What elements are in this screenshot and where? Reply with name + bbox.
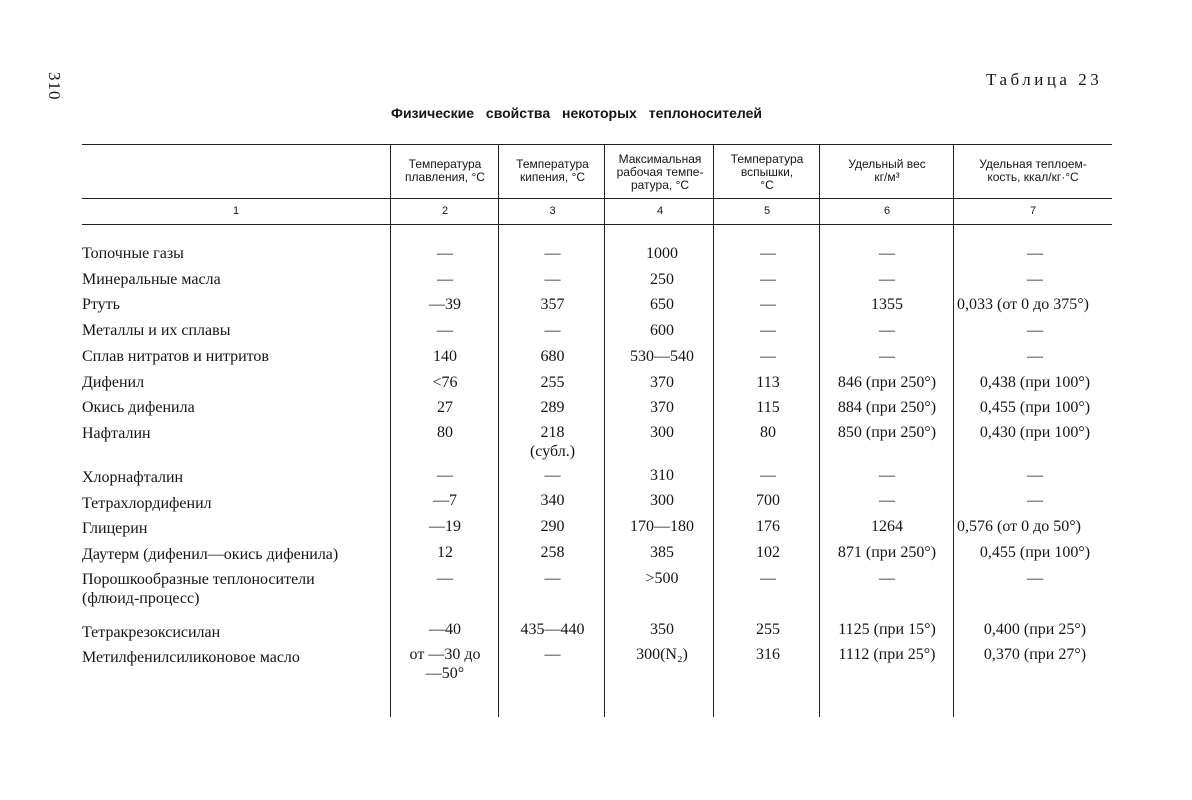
boiling-point-cell: 340 [540,492,565,509]
row-name: Нафталин [82,425,151,442]
column-header: Температура плавления, °С [405,157,485,184]
specific-weight-cell: 1112 (при 25°) [838,646,936,663]
heat-capacity-cell: 0,576 (от 0 до 50°) [957,518,1081,535]
column-number: 4 [656,205,664,217]
row-name: Сплав нитратов и нитритов [82,348,269,365]
max-temp-cell: 530—540 [630,348,694,365]
boiling-point-cell: — [544,322,561,339]
column-divider [819,144,820,717]
max-temp-cell: 600 [650,322,674,339]
heat-capacity-cell: — [1027,322,1043,339]
row-name: Окись дифенила [82,399,195,416]
max-temp-cell: 170—180 [630,518,694,535]
melting-point-cell: 140 [433,348,457,365]
table-top-rule [82,144,1112,145]
melting-point-cell: от —30 до —50° [409,646,481,682]
max-temp-cell: 300 [650,492,674,509]
specific-weight-cell: — [879,245,895,262]
column-header: Температура вспышки, °С [730,152,804,192]
heat-capacity-cell: 0,370 (при 27°) [983,646,1087,663]
heat-capacity-cell: 0,033 (от 0 до 375°) [957,296,1089,313]
melting-point-cell: —40 [429,621,461,638]
heat-capacity-cell: 0,438 (при 100°) [979,374,1091,391]
column-header: Удельная теплоем- кость, ккал/кг·°С [979,157,1087,184]
boiling-point-cell: 255 [540,374,565,391]
row-name: Порошкообразные теплоносители (флюид-процесс) [82,571,315,607]
column-header: Удельный вес кг/м³ [848,157,926,184]
specific-weight-cell: — [879,570,895,587]
column-header: Температура кипения, °С [516,157,589,184]
specific-weight-cell: — [879,271,895,288]
heat-capacity-cell: — [1027,348,1043,365]
heat-capacity-cell: — [1027,245,1043,262]
column-number: 7 [1029,205,1037,217]
column-number: 2 [441,205,449,217]
melting-point-cell: — [437,245,453,262]
melting-point-cell: 27 [437,399,453,416]
flash-point-cell: — [760,467,776,484]
heat-capacity-cell: — [1027,467,1043,484]
boiling-point-cell: 435—440 [520,621,585,638]
max-temp-cell: 300(N₂) [636,646,688,663]
heat-capacity-cell: — [1027,271,1043,288]
specific-weight-cell: 846 (при 250°) [837,374,937,391]
max-temp-cell: 350 [650,621,674,638]
table-label: Таблица 23 [986,70,1103,89]
boiling-point-cell: — [544,646,561,663]
specific-weight-cell: 1264 [871,518,903,535]
column-divider [390,144,391,717]
boiling-point-cell: — [544,271,561,288]
flash-point-cell: 113 [756,374,780,391]
flash-point-cell: — [760,245,776,262]
boiling-point-cell: 289 [540,399,565,416]
flash-point-cell: 176 [756,518,780,535]
melting-point-cell: <76 [432,374,458,391]
row-name: Хлорнафталин [82,469,184,486]
flash-point-cell: — [760,296,776,313]
row-name: Топочные газы [82,245,184,262]
header-bottom-rule [82,198,1112,199]
page-number: 310 [45,72,64,101]
specific-weight-cell: 1355 [871,296,903,313]
heat-capacity-cell: 0,430 (при 100°) [979,424,1091,441]
flash-point-cell: — [760,322,776,339]
flash-point-cell: 102 [756,544,780,561]
specific-weight-cell: — [879,348,895,365]
row-name: Глицерин [82,520,148,537]
column-divider [498,144,499,717]
flash-point-cell: 255 [756,621,780,638]
column-number-rule [82,224,1112,225]
column-divider [953,144,954,717]
row-name: Ртуть [82,296,120,313]
row-name: Металлы и их сплавы [82,322,231,339]
specific-weight-cell: — [879,467,895,484]
max-temp-cell: 650 [650,296,674,313]
row-name: Тетрахлордифенил [82,495,212,512]
column-number: 5 [763,205,771,217]
specific-weight-cell: 1125 (при 15°) [838,621,936,638]
boiling-point-cell: — [544,570,561,587]
flash-point-cell: 80 [760,424,776,441]
boiling-point-cell: 680 [540,348,565,365]
column-number: 3 [549,205,556,217]
flash-point-cell: — [760,271,776,288]
flash-point-cell: — [760,348,776,365]
boiling-point-cell: 357 [540,296,565,313]
specific-weight-cell: 871 (при 250°) [837,544,937,561]
specific-weight-cell: — [879,492,895,509]
heat-capacity-cell: — [1027,492,1043,509]
flash-point-cell: — [760,570,776,587]
melting-point-cell: 12 [437,544,453,561]
heat-capacity-cell: 0,455 (при 100°) [979,399,1091,416]
melting-point-cell: —39 [429,296,461,313]
flash-point-cell: 115 [756,399,780,416]
flash-point-cell: 700 [756,492,780,509]
heat-capacity-cell: 0,455 (при 100°) [979,544,1091,561]
specific-weight-cell: 850 (при 250°) [837,424,937,441]
max-temp-cell: 385 [650,544,674,561]
specific-weight-cell: 884 (при 250°) [837,399,937,416]
heat-capacity-cell: 0,400 (при 25°) [983,621,1087,638]
melting-point-cell: —19 [429,518,461,535]
max-temp-cell: 370 [650,399,674,416]
column-number: 1 [232,205,240,217]
melting-point-cell: 80 [437,424,453,441]
row-name: Метилфенилсиликоновое масло [82,649,300,666]
flash-point-cell: 316 [756,646,780,663]
melting-point-cell: — [437,467,453,484]
melting-point-cell: — [437,271,453,288]
table-title: Физические свойства некоторых теплоносителей [391,105,763,121]
melting-point-cell: —7 [433,492,457,509]
heat-capacity-cell: — [1027,570,1043,587]
boiling-point-cell: 258 [540,544,565,561]
row-name: Минеральные масла [82,271,221,288]
max-temp-cell: 370 [650,374,674,391]
max-temp-cell: 300 [650,424,674,441]
boiling-point-cell: — [544,245,561,262]
boiling-point-cell: — [544,467,561,484]
boiling-point-cell: 218 (субл.) [529,424,576,460]
column-number: 6 [883,205,891,217]
row-name: Тетракрезоксисилан [82,624,221,641]
column-header: Максимальная рабочая темпе- ратура, °С [616,152,704,192]
melting-point-cell: — [437,322,453,339]
boiling-point-cell: 290 [540,518,565,535]
specific-weight-cell: — [879,322,895,339]
max-temp-cell: 310 [650,467,674,484]
row-name: Даутерм (дифенил—окись дифенила) [82,546,339,563]
max-temp-cell: 1000 [646,245,678,262]
row-name: Дифенил [82,374,145,391]
max-temp-cell: 250 [650,271,674,288]
max-temp-cell: >500 [645,570,679,587]
melting-point-cell: — [437,570,453,587]
